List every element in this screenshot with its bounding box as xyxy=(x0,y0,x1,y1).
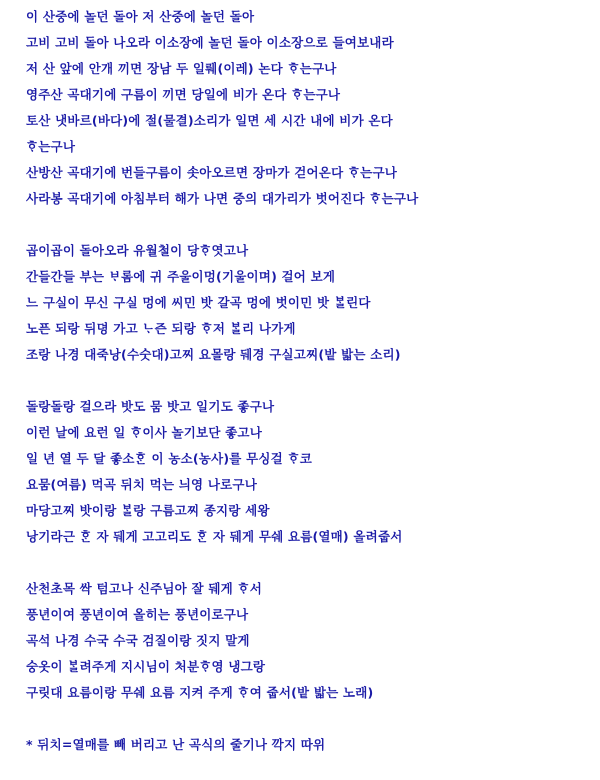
lyrics-document xyxy=(26,4,594,758)
lyric-line: 노픈 되랑 뒤뎡 가고 ᄂᆞ즌 되랑 ᄒᆞ저 ᄇᆞᆯ리 나가게 xyxy=(26,321,296,336)
lyric-line: 곱이곱이 돌아오라 유월철이 당ᄒᆞ엿고나 xyxy=(26,243,249,258)
lyric-line: 돌랑돌랑 걸으라 밧도 뭄 밧고 일기도 좋구나 xyxy=(26,399,275,414)
lyric-line: 사라봉 곡대기에 아침부터 해가 나면 중의 대가리가 벗어진다 ᄒᆞ는구나 xyxy=(26,191,419,206)
lyric-line: 곡석 나경 수국 수국 검질이랑 짓지 말게 xyxy=(26,633,250,648)
stanza-2 xyxy=(26,238,594,368)
lyric-line: 산방산 곡대기에 번들구름이 솟아오르면 장마가 걷어온다 ᄒᆞ는구나 xyxy=(26,165,398,180)
lyric-line: 일 년 열 두 달 좋소ᄒᆞᆫ 이 농소(농사)를 무싱걸 ᄒᆞ코 xyxy=(26,451,313,466)
lyric-line: 낭기라근 ᄒᆞᆫ 자 뒈게 고고리도 ᄒᆞᆫ 자 뒈게 무쉐 요름(열매) 올려줍서 xyxy=(26,529,403,544)
stanza-4 xyxy=(26,576,594,706)
lyric-line: 요뭄(여름) 먹곡 뒤치 먹는 늬영 나로구나 xyxy=(26,477,257,492)
lyric-line: 고비 고비 돌아 나오라 이소장에 놀던 돌아 이소장으로 들여보내라 xyxy=(26,35,394,50)
lyric-line: 토산 냇바르(바다)에 절(물결)소리가 일면 세 시간 내에 비가 온다 xyxy=(26,113,393,128)
lyric-line: ᄒᆞ는구나 xyxy=(26,139,76,154)
lyric-line: 산천초목 싹 텀고나 신주님아 잘 뒈게 ᄒᆞ서 xyxy=(26,581,262,596)
lyric-line: 조랑 나경 대죽낭(수숫대)고찌 요몰랑 뒈경 구실고찌(밭 밟는 소리) xyxy=(26,347,401,362)
lyric-line: 구릿대 요름이랑 무쉐 요름 지켜 주게 ᄒᆞ여 줍서(밭 밟는 노래) xyxy=(26,685,374,700)
stanza-1 xyxy=(26,4,594,212)
lyric-line: 풍년이여 풍년이여 올히는 풍년이로구나 xyxy=(26,607,249,622)
lyric-line: 느 구실이 무신 구실 멍에 씨민 밧 갈곡 멍에 벗이민 밧 ᄇᆞᆯ린다 xyxy=(26,295,371,310)
lyric-line: 이런 날에 요런 일 ᄒᆞ이사 놀기보단 좋고나 xyxy=(26,425,262,440)
lyric-line: 마당고찌 밧이랑 ᄇᆞᆯ랑 구름고찌 종지랑 세왕 xyxy=(26,503,270,518)
lyric-line: 이 산중에 놀던 돌아 저 산중에 놀던 돌아 xyxy=(26,9,255,24)
lyric-line: 저 산 앞에 안개 끼면 장남 두 일뤠(이레) 논다 ᄒᆞ는구나 xyxy=(26,61,337,76)
lyric-line: 영주산 곡대기에 구름이 끼면 당일에 비가 온다 ᄒᆞ는구나 xyxy=(26,87,341,102)
lyric-line: 숭옷이 ᄇᆞᆯ려주게 지시님이 처분ᄒᆞ영 냉그랑 xyxy=(26,659,266,674)
footnote: * 뒤치=열매를 빼 버리고 난 곡식의 줄기나 깍지 따위 xyxy=(26,737,326,752)
stanza-3 xyxy=(26,394,594,550)
lyric-line: 간들간들 부는 ᄇᆞ롬에 귀 주울이멍(기울이며) 걸어 보게 xyxy=(26,269,336,284)
